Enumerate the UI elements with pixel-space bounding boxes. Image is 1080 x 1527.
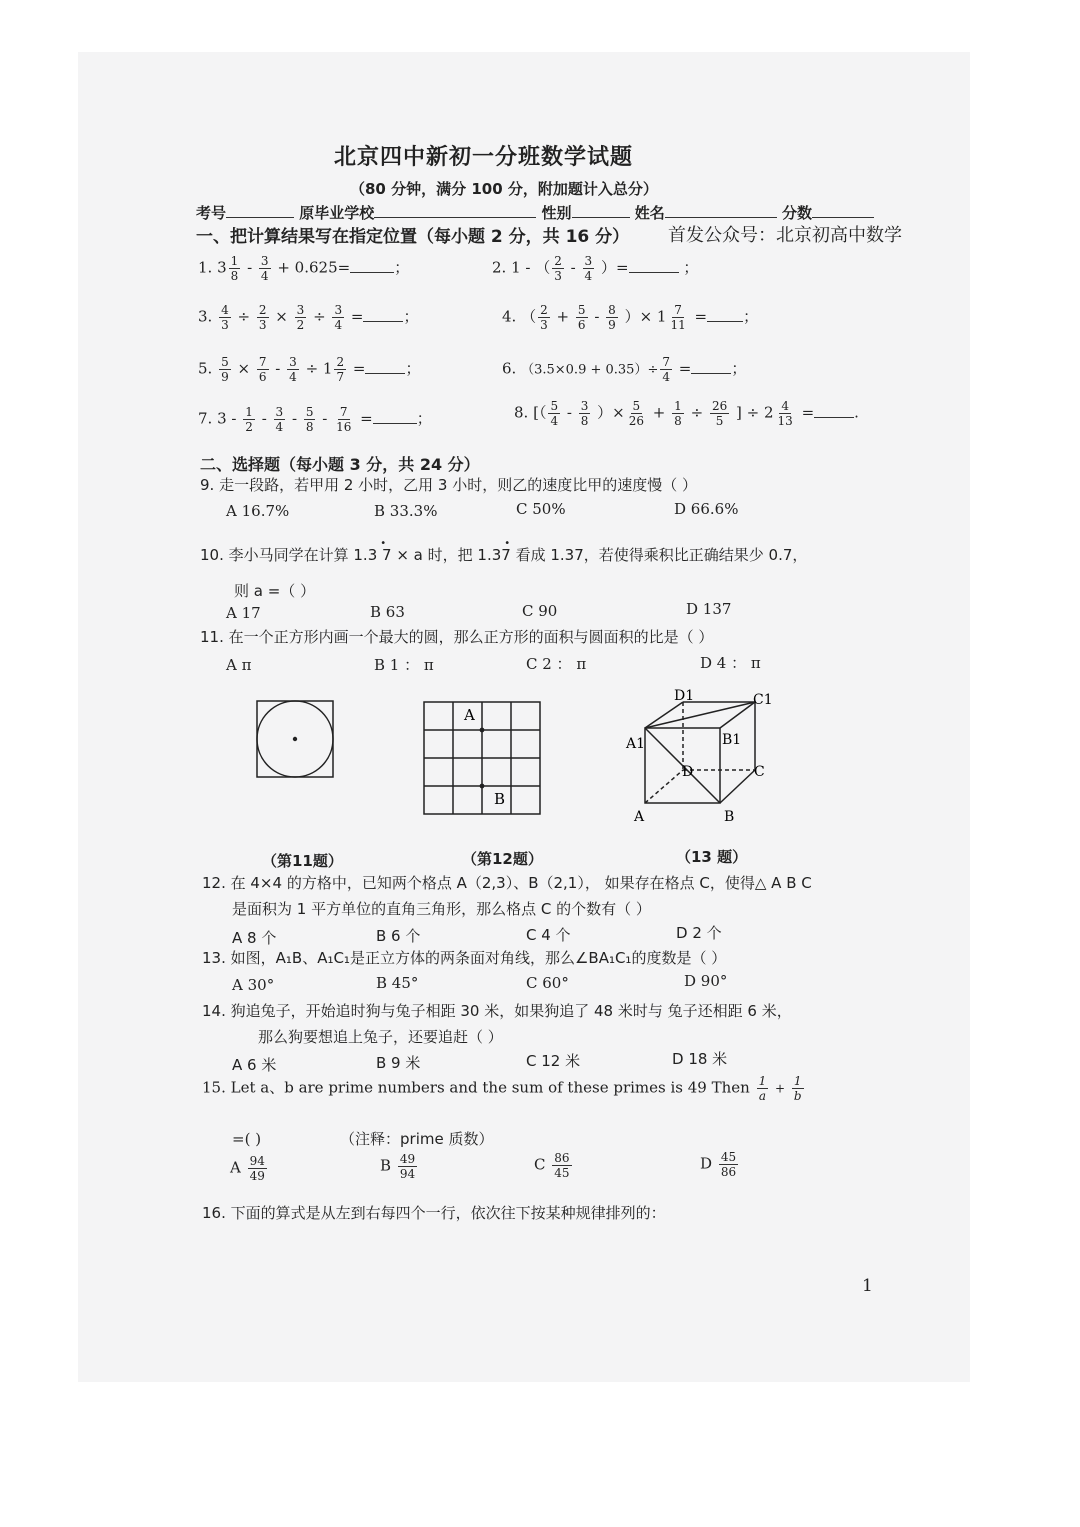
q14-option-d[interactable]: D 18 米 — [672, 1050, 728, 1068]
question-5: 5. $\frac{5}{9}$ × $\frac{7}{6}$ - $\frac{3}{4}$ ÷ 1 $\frac{2}{7}$ = ； — [198, 355, 421, 384]
q9-option-b[interactable]: B 33.3% — [374, 502, 438, 520]
q10-option-d[interactable]: D 137 — [686, 600, 732, 618]
q15-option-c[interactable]: C $\frac{86}{45}$ — [534, 1151, 570, 1180]
question-8: 8. [（ $\frac{5}{4}$ - $\frac{3}{8}$ ）× $\frac{5}{26}$ + $\frac{1}{8}$ ÷ $\frac{26}{5}$ ] ÷ 2 $\frac{4}{13}$ = . — [514, 399, 859, 428]
question-1: 1. 3 $\frac{1}{8}$ - $\frac{3}{4}$ + 0.625= ； — [198, 254, 410, 283]
q12-option-a[interactable]: A 8 个 — [232, 929, 277, 947]
q10-option-b[interactable]: B 63 — [370, 603, 405, 621]
id-blank[interactable] — [226, 217, 294, 218]
question-3: 3. $\frac{4}{3}$ ÷ $\frac{2}{3}$ × $\frac{3}{2}$ ÷ $\frac{3}{4}$ = ； — [198, 303, 419, 332]
figure-13-cube — [620, 686, 780, 828]
section2-heading: 二、选择题（每小题 3 分，共 24 分） — [200, 455, 480, 474]
q13-option-a[interactable]: A 30° — [232, 976, 275, 994]
question-12-line2: 是面积为 1 平方单位的直角三角形，那么格点 C 的个数有（ ） — [232, 900, 651, 918]
q9-option-a[interactable]: A 16.7% — [226, 502, 290, 520]
answer-blank-4[interactable] — [707, 321, 743, 322]
q11-option-c[interactable]: C 2 ： π — [526, 655, 587, 673]
figure-11-caption: （第11题） — [262, 852, 343, 870]
answer-blank-8[interactable] — [814, 417, 854, 418]
question-4: 4. （ $\frac{2}{3}$ + $\frac{5}{6}$ - $\frac{8}{9}$ ）× 1 $\frac{7}{11}$ = ； — [502, 303, 759, 332]
answer-blank-1[interactable] — [350, 272, 394, 273]
answer-blank-6[interactable] — [691, 373, 731, 374]
q11-option-d[interactable]: D 4 ： π — [700, 654, 761, 672]
grid-label-a: A — [464, 706, 475, 724]
student-info-line — [196, 202, 874, 223]
q13-option-d[interactable]: D 90° — [684, 972, 728, 990]
exam-subtitle: （80 分钟，满分 100 分，附加题计入总分） — [350, 180, 658, 198]
cube-label-d: D — [682, 764, 694, 780]
name-label: 姓名 — [634, 204, 665, 222]
question-10-line2: 则 a =（ ） — [234, 582, 316, 600]
answer-blank-2[interactable] — [629, 272, 679, 273]
q9-option-d[interactable]: D 66.6% — [674, 500, 739, 518]
q12-option-c[interactable]: C 4 个 — [526, 926, 571, 944]
q14-option-a[interactable]: A 6 米 — [232, 1056, 277, 1074]
question-15-line1: 15. Let a、b are prime numbers and the sum of these primes is 49 Then $\frac{1}{a}$ + $\frac{1}{b}$ — [202, 1074, 802, 1103]
question-7: 7. 3 - $\frac{1}{2}$ - $\frac{3}{4}$ - $\frac{5}{8}$ - $\frac{7}{16}$ = ； — [198, 405, 432, 434]
page-number: 1 — [862, 1276, 873, 1296]
q9-option-c[interactable]: C 50% — [516, 500, 566, 518]
q15-option-d[interactable]: D $\frac{45}{86}$ — [700, 1150, 737, 1179]
school-label: 原毕业学校 — [299, 204, 375, 222]
q13-option-c[interactable]: C 60° — [526, 974, 569, 992]
q15-option-b[interactable]: B $\frac{49}{94}$ — [380, 1152, 416, 1181]
figure-13-caption: （13 题） — [676, 848, 748, 866]
q12-option-b[interactable]: B 6 个 — [376, 927, 421, 945]
q14-option-c[interactable]: C 12 米 — [526, 1052, 581, 1070]
answer-blank-7[interactable] — [373, 423, 417, 424]
watermark-text: 首发公众号：北京初高中数学 — [668, 225, 902, 246]
score-label: 分数 — [782, 204, 813, 222]
exam-title: 北京四中新初一分班数学试题 — [334, 145, 634, 170]
question-15-line2: =( ) — [232, 1130, 262, 1148]
figure-12-caption: （第12题） — [462, 850, 543, 868]
figure-11-square-circle — [250, 696, 340, 786]
name-blank[interactable] — [665, 217, 777, 218]
school-blank[interactable] — [374, 217, 536, 218]
gender-blank[interactable] — [572, 217, 630, 218]
q10-option-c[interactable]: C 90 — [522, 602, 558, 620]
section1-heading: 一、把计算结果写在指定位置（每小题 2 分，共 16 分） — [196, 227, 630, 247]
score-blank[interactable] — [812, 217, 874, 218]
question-9: 9. 走一段路，若甲用 2 小时，乙用 3 小时，则乙的速度比甲的速度慢（ ） — [200, 476, 698, 494]
question-14-line1: 14. 狗追兔子，开始追时狗与兔子相距 30 米，如果狗追了 48 米时与 兔子还相距 6 米， — [202, 1002, 792, 1020]
cube-label-b: B — [724, 809, 735, 825]
figure-12-grid — [418, 696, 548, 820]
question-6: 6. （3.5×0.9 + 0.35）÷ $\frac{7}{4}$ = ； — [502, 355, 747, 384]
cube-label-b1: B1 — [722, 732, 742, 748]
answer-blank-3[interactable] — [363, 321, 403, 322]
question-13: 13. 如图，A₁B、A₁C₁是正立方体的两条面对角线，那么∠BA₁C₁的度数是（ ） — [202, 949, 727, 967]
q11-option-a[interactable]: A π — [226, 656, 252, 674]
q12-option-d[interactable]: D 2 个 — [676, 924, 722, 942]
question-16: 16. 下面的算式是从左到右每四个一行，依次往下按某种规律排列的： — [202, 1204, 666, 1222]
q13-option-b[interactable]: B 45° — [376, 974, 419, 992]
question-15-note: （注释：prime 质数） — [340, 1130, 494, 1148]
question-14-line2: 那么狗要想追上兔子，还要追赶（ ） — [258, 1028, 503, 1046]
q14-option-b[interactable]: B 9 米 — [376, 1054, 421, 1072]
q10-option-a[interactable]: A 17 — [226, 604, 261, 622]
question-2: 2. 1 - （ $\frac{2}{3}$ - $\frac{3}{4}$ ）= ； — [492, 254, 699, 283]
grid-label-b: B — [494, 790, 506, 808]
answer-blank-5[interactable] — [365, 373, 405, 374]
cube-label-a1: A1 — [626, 736, 646, 752]
id-label: 考号 — [196, 204, 227, 222]
cube-label-d1: D1 — [674, 688, 695, 704]
question-10-line1: 10. 李小马同学在计算 1.3 7 • × a 时，把 1.37 • 看成 1.37，若使得乘积比正确结果少 0.7， — [200, 538, 808, 564]
q15-option-a[interactable]: A $\frac{94}{49}$ — [230, 1154, 265, 1183]
question-11: 11. 在一个正方形内画一个最大的圆，那么正方形的面积与圆面积的比是（ ） — [200, 628, 714, 646]
cube-label-c: C — [754, 764, 765, 780]
q11-option-b[interactable]: B 1 ： π — [374, 656, 434, 674]
question-12-line1: 12. 在 4×4 的方格中，已知两个格点 A（2,3）、B（2,1）， 如果存在格点 C，使得△ A B C — [202, 874, 812, 892]
cube-label-c1: C1 — [753, 692, 773, 708]
cube-label-a: A — [634, 809, 645, 825]
gender-label: 性别 — [541, 204, 572, 222]
